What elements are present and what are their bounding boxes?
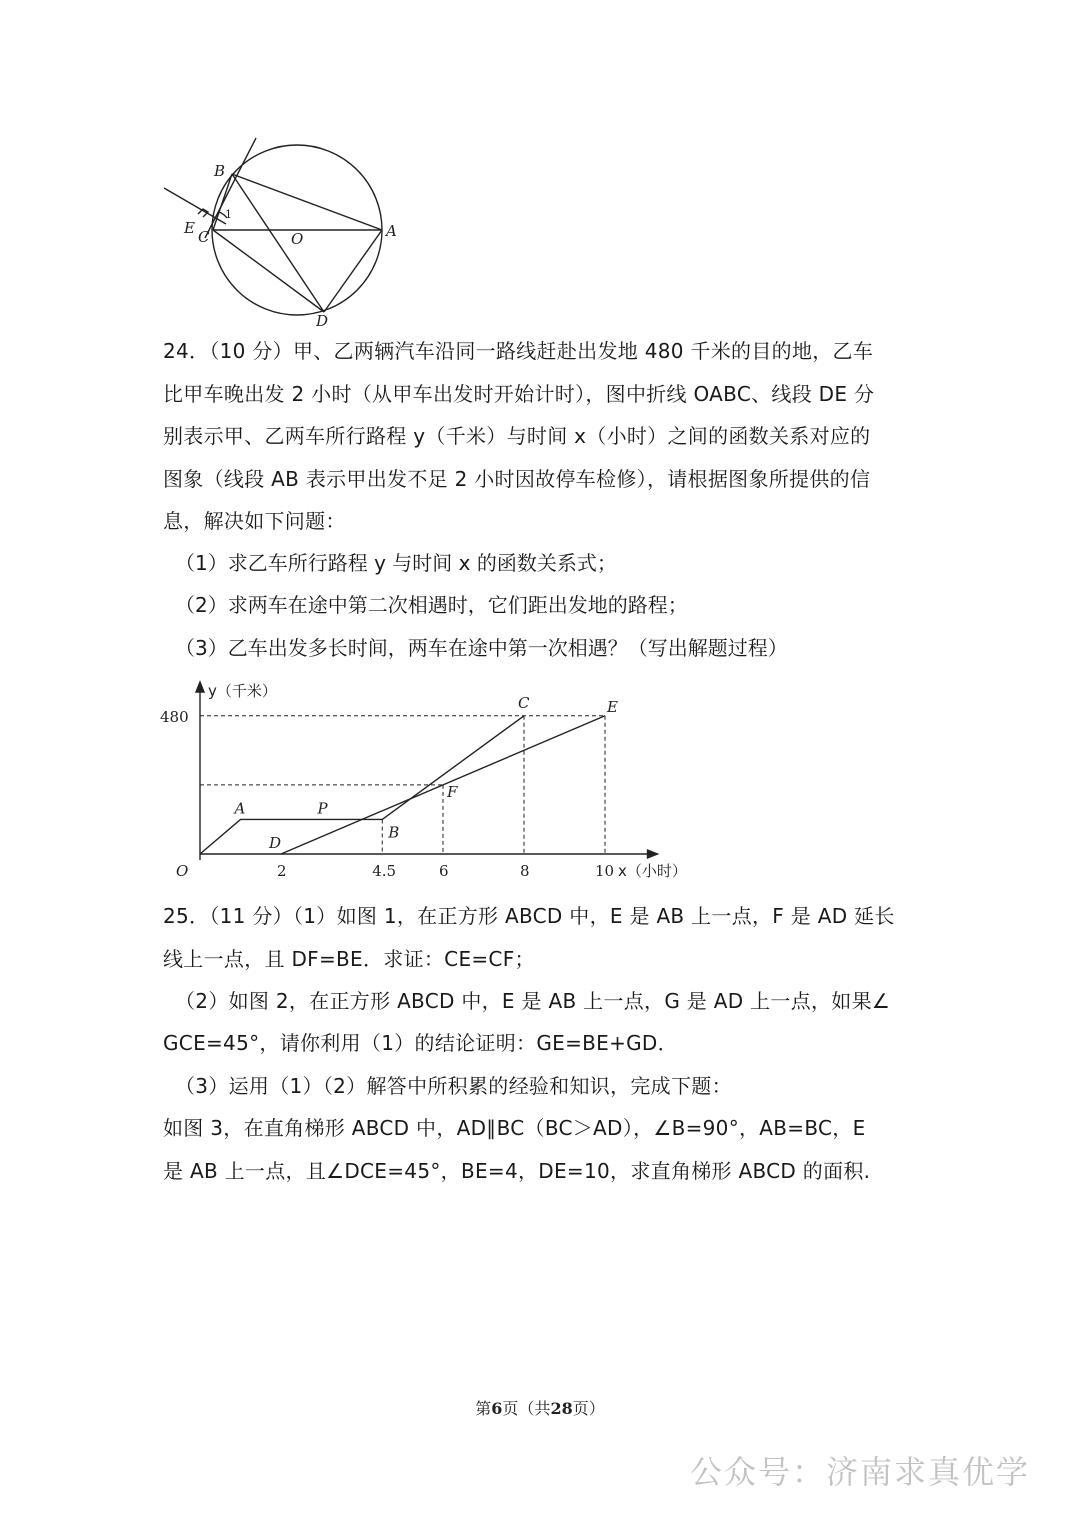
segment-ba: [232, 174, 382, 230]
question-25-cont: [163, 1022, 923, 1065]
question-25-fig3: [163, 1107, 923, 1192]
q24-line-1: 24．（10 分）甲、乙两辆汽车沿同一路线赶赴出发地 480 千米的目的地，乙车: [163, 339, 874, 363]
y-tick-label: 480: [160, 707, 189, 726]
q24-line-2: 比甲车晚出发 2 小时（从甲车出发时开始计时），图中折线 OABC、线段 DE 分: [163, 381, 875, 406]
q25-line-7: 是 AB 上一点，且∠DCE=45°，BE=4，DE=10，求直角梯形 ABCD 的面积.: [163, 1158, 871, 1183]
q25-line-6: 如图 3，在直角梯形 ABCD 中，AD∥BC（BC＞AD），∠B=90°，AB=BC，E: [163, 1116, 866, 1140]
segment-ad: [324, 230, 382, 312]
question-25-part-3: [175, 1065, 935, 1108]
distance-time-chart: [160, 676, 687, 886]
question-25: [163, 895, 923, 980]
watermark: 公众号：济南求真优学: [690, 1453, 1031, 1491]
q25-line-4: GCE=45°，请你利用（1）的结论证明：GE=BE+GD．: [163, 1031, 678, 1055]
q24-line-3: 别表示甲、乙两车所行路程 y（千米）与时间 x（小时）之间的函数关系对应的: [163, 424, 871, 448]
q24-sub-3: （3）乙车出发多长时间，两车在途中第一次相遇？（写出解题过程）: [175, 636, 788, 660]
point-label-b: B: [388, 823, 400, 842]
q25-line-5: （3）运用（1）（2）解答中所积累的经验和知识，完成下题：: [175, 1074, 732, 1098]
page-number: 6: [491, 1399, 503, 1418]
point-label-a: A: [234, 799, 246, 818]
q24-sub-1: （1）求乙车所行路程 y 与时间 x 的函数关系式；: [175, 551, 617, 575]
y-axis-arrow: [196, 682, 204, 692]
circle-figure: [150, 130, 410, 330]
x-axis-label: x（小时）: [618, 862, 687, 880]
footer-post: 页）: [572, 1399, 605, 1418]
x-tick-label: 2: [277, 862, 287, 880]
point-label-d: D: [269, 834, 282, 852]
y-axis-label: y（千米）: [208, 682, 277, 700]
point-label-f: F: [447, 782, 458, 801]
point-label-p: P: [317, 799, 328, 818]
q24-sub-2: （2）求两车在途中第二次相遇时，它们距出发地的路程；: [175, 593, 688, 617]
q25-line-3: （2）如图 2，在正方形 ABCD 中，E 是 AB 上一点，G 是 AD 上一点，如果∠: [175, 989, 891, 1013]
x-tick-label: 10: [595, 862, 615, 880]
segment-cd: [213, 230, 324, 312]
origin-label: O: [176, 862, 189, 880]
label-angle-1: 1: [225, 208, 232, 221]
label-a: A: [386, 222, 397, 240]
segment-bd: [232, 174, 324, 312]
x-tick-label: 6: [439, 862, 449, 880]
question-25-part-2: [175, 980, 935, 1023]
label-c: C: [198, 228, 210, 246]
label-o: O: [291, 230, 304, 248]
label-d: D: [316, 312, 329, 330]
page-total: 28: [550, 1399, 573, 1418]
q24-line-5: 息，解决如下问题：: [163, 509, 346, 533]
x-tick-label: 4.5: [372, 862, 397, 880]
label-b: B: [214, 162, 226, 180]
x-tick-label: 8: [520, 862, 530, 880]
line-de: [164, 188, 226, 224]
point-label-e: E: [607, 697, 618, 716]
tangent-line: [205, 138, 256, 238]
page-footer: [0, 1396, 1080, 1419]
q25-line-2: 线上一点，且 DF=BE．求证：CE=CF；: [163, 946, 535, 971]
label-e: E: [184, 219, 195, 237]
x-axis-arrow: [648, 850, 658, 858]
q25-line-1: 25．（11 分）（1）如图 1，在正方形 ABCD 中，E 是 AB 上一点，F 是 AD 延长: [163, 904, 895, 928]
point-label-c: C: [518, 693, 530, 712]
question-24: [163, 330, 923, 543]
footer-pre: 第: [475, 1399, 492, 1418]
footer-mid: 页（共: [502, 1399, 551, 1418]
q24-line-4: 图象（线段 AB 表示甲出发不足 2 小时因故停车检修），请根据图象所提供的信: [163, 466, 871, 491]
